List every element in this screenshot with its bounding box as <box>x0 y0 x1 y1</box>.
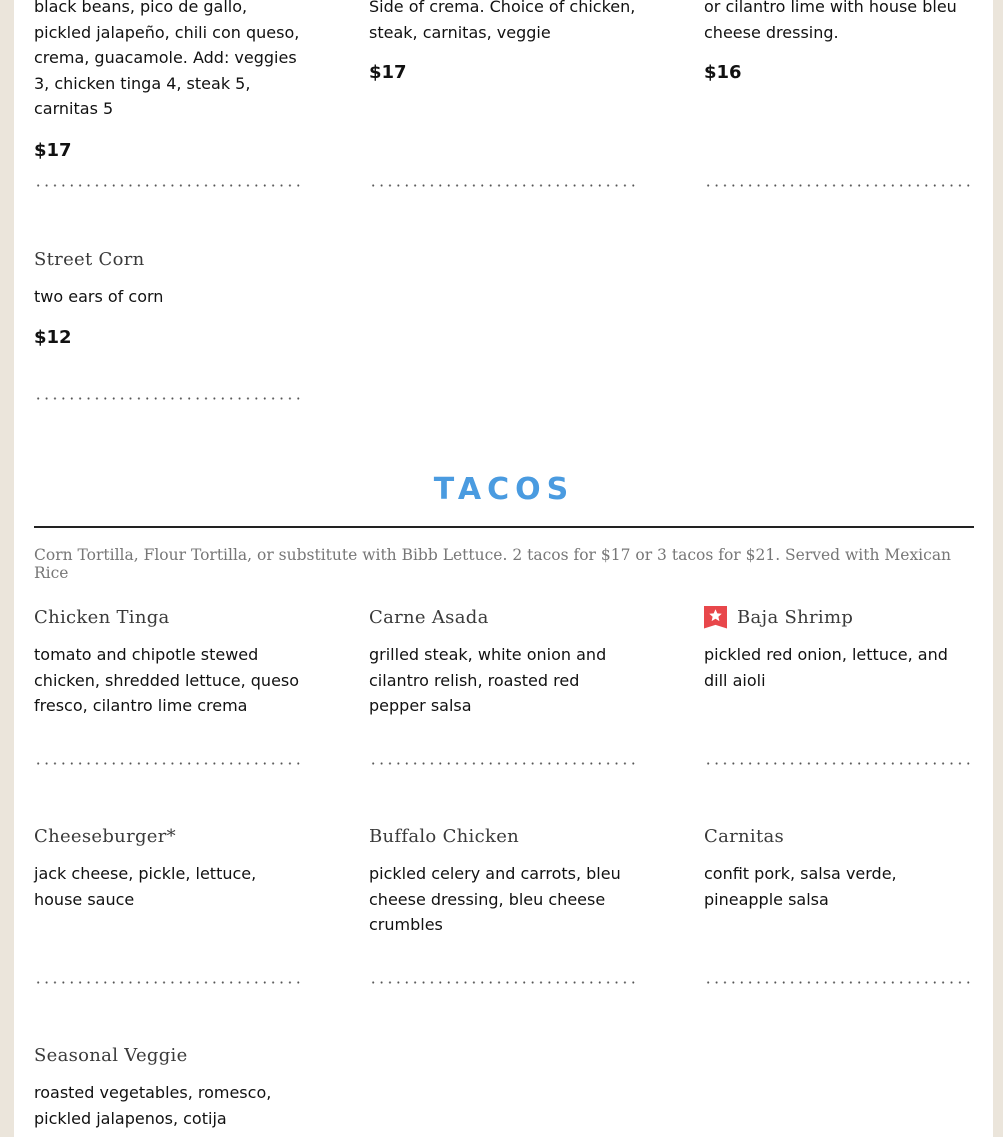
dotted-divider <box>704 981 974 984</box>
dotted-divider <box>369 184 639 187</box>
menu-item <box>34 0 304 161</box>
item-name: Carnitas <box>704 825 785 847</box>
section-title-tacos: TACOS <box>433 472 575 507</box>
item-description: pickled celery and carrots, bleu cheese dressing, bleu cheese crumbles <box>369 864 621 934</box>
item-name: Seasonal Veggie <box>34 1044 188 1066</box>
section-note: Corn Tortilla, Flour Tortilla, or substitute with Bibb Lettuce. 2 tacos for $17 or 3 tacos for $21. Served with Mexican Rice <box>34 546 952 582</box>
section-divider <box>34 526 974 528</box>
item-description: jack cheese, pickle, lettuce, house sauce <box>34 864 257 909</box>
star-badge-icon <box>704 606 727 629</box>
menu-page <box>14 0 993 1137</box>
item-name: Carne Asada <box>369 606 489 628</box>
dotted-divider <box>34 397 304 400</box>
dotted-divider <box>34 762 304 765</box>
item-name: Buffalo Chicken <box>369 825 520 847</box>
menu-item-cheeseburger <box>34 824 304 912</box>
item-description: tomato and chipotle stewed chicken, shredded lettuce, queso fresco, cilantro lime crema <box>34 645 300 715</box>
menu-item <box>369 0 639 83</box>
menu-item-seasonal-veggie <box>34 1043 304 1131</box>
item-price: $17 <box>34 139 72 161</box>
item-name: Cheeseburger* <box>34 825 176 847</box>
dotted-divider <box>704 184 974 187</box>
menu-item-street-corn <box>34 247 304 348</box>
dotted-divider <box>34 981 304 984</box>
menu-item-baja-shrimp <box>704 605 974 693</box>
item-name: Chicken Tinga <box>34 606 170 628</box>
item-description: two ears of corn <box>34 287 164 306</box>
item-description: pickled red onion, lettuce, and dill aioli <box>704 645 948 690</box>
item-price: $12 <box>34 326 72 348</box>
menu-item <box>704 0 974 83</box>
dotted-divider <box>369 762 639 765</box>
item-description: or cilantro lime with house bleu cheese dressing. <box>704 0 957 42</box>
dotted-divider <box>34 184 304 187</box>
dotted-divider <box>704 762 974 765</box>
item-description: black beans, pico de gallo, pickled jalapeño, chili con queso, crema, guacamole. Add: veggies 3, chicken tinga 4, steak 5, carnitas 5 <box>34 0 300 118</box>
item-description: roasted vegetables, romesco, pickled jalapenos, cotija <box>34 1083 272 1128</box>
menu-item-carnitas <box>704 824 974 912</box>
item-name: Street Corn <box>34 248 145 270</box>
menu-item-carne-asada <box>369 605 639 719</box>
item-description: Side of crema. Choice of chicken, steak, carnitas, veggie <box>369 0 636 42</box>
menu-item-chicken-tinga <box>34 605 304 719</box>
item-price: $16 <box>704 62 742 83</box>
dotted-divider <box>369 981 639 984</box>
item-description: confit pork, salsa verde, pineapple salsa <box>704 864 897 909</box>
item-description: grilled steak, white onion and cilantro relish, roasted red pepper salsa <box>369 645 607 715</box>
item-price: $17 <box>369 62 407 83</box>
item-name: Baja Shrimp <box>737 606 854 628</box>
menu-item-buffalo-chicken <box>369 824 639 938</box>
